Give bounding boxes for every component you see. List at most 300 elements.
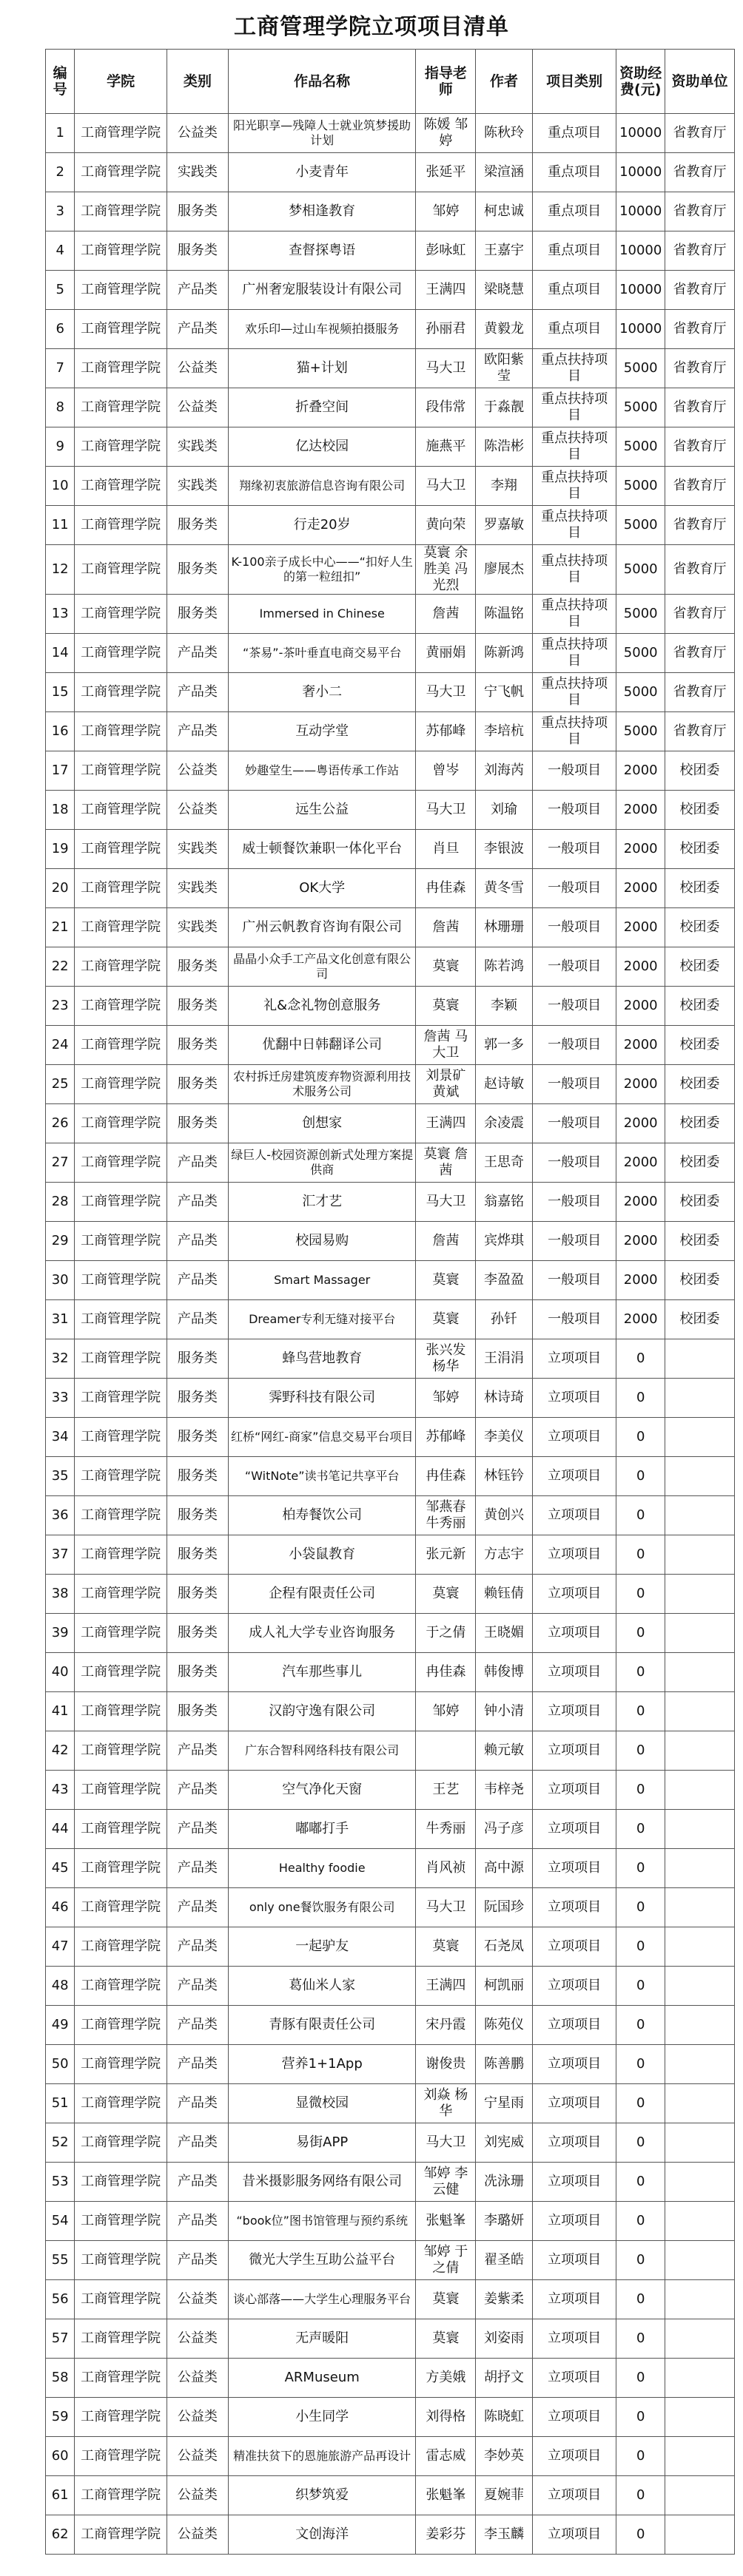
cell-funder: 校团委 [665, 1300, 734, 1339]
table-row [46, 1183, 735, 1222]
cell-funder [665, 1927, 734, 1967]
table-row [46, 545, 735, 595]
table-row [46, 1143, 735, 1183]
cell-category: 服务类 [167, 1535, 228, 1575]
header-advisor: 指导老师 [416, 50, 476, 114]
cell-project-type: 一般项目 [532, 1222, 616, 1261]
table-row [46, 1771, 735, 1810]
cell-funder [665, 2123, 734, 2163]
cell-advisor: 詹茜 [416, 908, 476, 947]
cell-college: 工商管理学院 [75, 1379, 167, 1418]
cell-funder: 校团委 [665, 830, 734, 869]
cell-number: 34 [46, 1418, 75, 1457]
cell-author: 刘姿雨 [476, 2319, 532, 2359]
cell-college: 工商管理学院 [75, 2476, 167, 2515]
cell-work-name: 小麦青年 [228, 153, 416, 192]
cell-project-type: 立项项目 [532, 1771, 616, 1810]
cell-number: 22 [46, 947, 75, 987]
cell-funding: 10000 [616, 231, 665, 271]
cell-author: 王晓媚 [476, 1614, 532, 1653]
cell-college: 工商管理学院 [75, 634, 167, 673]
table-row [46, 2241, 735, 2280]
cell-funder [665, 1849, 734, 1888]
cell-advisor: 彭咏虹 [416, 231, 476, 271]
table-row [46, 192, 735, 231]
cell-funding: 2000 [616, 751, 665, 791]
cell-work-name: 农村拆迁房建筑废弃物资源利用技术服务公司 [228, 1065, 416, 1104]
table-row [46, 2006, 735, 2045]
cell-funder: 校团委 [665, 1065, 734, 1104]
cell-category: 公益类 [167, 2319, 228, 2359]
cell-category: 产品类 [167, 2163, 228, 2202]
cell-college: 工商管理学院 [75, 869, 167, 908]
cell-category: 产品类 [167, 2006, 228, 2045]
cell-number: 32 [46, 1339, 75, 1379]
cell-work-name: 精准扶贫下的恩施旅游产品再设计 [228, 2437, 416, 2476]
cell-advisor: 马大卫 [416, 1888, 476, 1927]
table-row [46, 908, 735, 947]
cell-work-name: ARMuseum [228, 2359, 416, 2398]
cell-work-name: only one餐饮服务有限公司 [228, 1888, 416, 1927]
table-row [46, 467, 735, 506]
cell-author: 李玉麟 [476, 2515, 532, 2555]
cell-number: 45 [46, 1849, 75, 1888]
cell-category: 服务类 [167, 1692, 228, 1731]
cell-number: 19 [46, 830, 75, 869]
cell-number: 4 [46, 231, 75, 271]
cell-author: 林珊珊 [476, 908, 532, 947]
cell-funder [665, 1457, 734, 1496]
cell-funder [665, 2398, 734, 2437]
cell-funding: 0 [616, 2045, 665, 2084]
cell-funding: 0 [616, 1535, 665, 1575]
cell-project-type: 一般项目 [532, 869, 616, 908]
cell-funder: 省教育厅 [665, 545, 734, 595]
cell-funding: 2000 [616, 947, 665, 987]
cell-advisor: 莫寰 [416, 1261, 476, 1300]
cell-funding: 0 [616, 2437, 665, 2476]
cell-college: 工商管理学院 [75, 1967, 167, 2006]
cell-category: 产品类 [167, 1967, 228, 2006]
cell-project-type: 立项项目 [532, 1535, 616, 1575]
table-row [46, 1967, 735, 2006]
cell-category: 产品类 [167, 2241, 228, 2280]
cell-funder [665, 1496, 734, 1535]
table-row [46, 2280, 735, 2319]
cell-work-name: 谈心部落——大学生心理服务平台 [228, 2280, 416, 2319]
cell-college: 工商管理学院 [75, 1026, 167, 1065]
cell-funding: 10000 [616, 271, 665, 310]
cell-funding: 2000 [616, 1261, 665, 1300]
table-row [46, 2084, 735, 2123]
cell-funder: 校团委 [665, 947, 734, 987]
cell-project-type: 一般项目 [532, 830, 616, 869]
cell-work-name: 晶晶小众手工产品文化创意有限公司 [228, 947, 416, 987]
cell-funding: 0 [616, 1888, 665, 1927]
cell-funding: 0 [616, 1496, 665, 1535]
cell-work-name: 广东合智科网络科技有限公司 [228, 1731, 416, 1771]
cell-advisor: 黄向荣 [416, 506, 476, 545]
cell-advisor: 王满四 [416, 1104, 476, 1143]
table-row [46, 1614, 735, 1653]
cell-advisor: 肖风祯 [416, 1849, 476, 1888]
cell-category: 公益类 [167, 349, 228, 388]
cell-work-name: 汇才艺 [228, 1183, 416, 1222]
cell-author: 陈浩彬 [476, 427, 532, 467]
cell-project-type: 立项项目 [532, 1575, 616, 1614]
cell-advisor: 牛秀丽 [416, 1810, 476, 1849]
cell-funding: 0 [616, 1575, 665, 1614]
cell-advisor: 邹婷 [416, 192, 476, 231]
cell-funding: 2000 [616, 1026, 665, 1065]
table-row [46, 1849, 735, 1888]
cell-project-type: 一般项目 [532, 987, 616, 1026]
cell-funder: 校团委 [665, 1143, 734, 1183]
cell-author: 赖钰倩 [476, 1575, 532, 1614]
cell-number: 31 [46, 1300, 75, 1339]
cell-work-name: 汽车那些事儿 [228, 1653, 416, 1692]
cell-work-name: Immersed in Chinese [228, 595, 416, 634]
cell-category: 产品类 [167, 1300, 228, 1339]
cell-project-type: 立项项目 [532, 1339, 616, 1379]
cell-funding: 0 [616, 1614, 665, 1653]
header-project-type: 项目类别 [532, 50, 616, 114]
cell-author: 于淼靓 [476, 388, 532, 427]
cell-category: 公益类 [167, 2515, 228, 2555]
cell-author: 翁嘉铭 [476, 1183, 532, 1222]
cell-number: 25 [46, 1065, 75, 1104]
cell-author: 刘瑜 [476, 791, 532, 830]
cell-author: 高中源 [476, 1849, 532, 1888]
cell-advisor: 宋丹霞 [416, 2006, 476, 2045]
cell-college: 工商管理学院 [75, 1614, 167, 1653]
cell-number: 43 [46, 1771, 75, 1810]
cell-funding: 5000 [616, 467, 665, 506]
cell-author: 李培杭 [476, 712, 532, 751]
cell-project-type: 立项项目 [532, 1692, 616, 1731]
cell-college: 工商管理学院 [75, 1457, 167, 1496]
cell-category: 实践类 [167, 427, 228, 467]
cell-author: 廖展杰 [476, 545, 532, 595]
cell-project-type: 一般项目 [532, 751, 616, 791]
cell-funding: 0 [616, 1927, 665, 1967]
cell-number: 5 [46, 271, 75, 310]
cell-project-type: 重点项目 [532, 271, 616, 310]
cell-advisor: 张兴发 杨华 [416, 1339, 476, 1379]
cell-category: 公益类 [167, 2437, 228, 2476]
cell-funder: 省教育厅 [665, 673, 734, 712]
cell-funder [665, 1535, 734, 1575]
cell-author: 宁星雨 [476, 2084, 532, 2123]
cell-college: 工商管理学院 [75, 987, 167, 1026]
cell-category: 公益类 [167, 388, 228, 427]
cell-project-type: 立项项目 [532, 1418, 616, 1457]
table-row [46, 1339, 735, 1379]
header-author: 作者 [476, 50, 532, 114]
cell-funder [665, 1575, 734, 1614]
cell-category: 产品类 [167, 1888, 228, 1927]
cell-author: 冯子彦 [476, 1810, 532, 1849]
cell-advisor: 姜彩芬 [416, 2515, 476, 2555]
cell-number: 7 [46, 349, 75, 388]
table-row [46, 1457, 735, 1496]
cell-college: 工商管理学院 [75, 2515, 167, 2555]
table-row [46, 1575, 735, 1614]
cell-author: 欧阳紫莹 [476, 349, 532, 388]
cell-project-type: 立项项目 [532, 2163, 616, 2202]
table-row [46, 1300, 735, 1339]
cell-work-name: 易街APP [228, 2123, 416, 2163]
cell-funder: 省教育厅 [665, 634, 734, 673]
table-row [46, 506, 735, 545]
cell-author: 翟圣皓 [476, 2241, 532, 2280]
cell-advisor: 冉佳森 [416, 1457, 476, 1496]
cell-funder: 省教育厅 [665, 231, 734, 271]
cell-work-name: OK大学 [228, 869, 416, 908]
cell-number: 21 [46, 908, 75, 947]
table-row [46, 791, 735, 830]
cell-funding: 5000 [616, 545, 665, 595]
cell-funder [665, 1418, 734, 1457]
cell-funding: 0 [616, 1967, 665, 2006]
cell-funding: 0 [616, 1379, 665, 1418]
cell-college: 工商管理学院 [75, 310, 167, 349]
cell-college: 工商管理学院 [75, 1261, 167, 1300]
cell-funding: 0 [616, 1457, 665, 1496]
cell-funding: 5000 [616, 427, 665, 467]
cell-funder [665, 2202, 734, 2241]
cell-work-name: “book位”图书馆管理与预约系统 [228, 2202, 416, 2241]
cell-advisor: 莫寰 [416, 1575, 476, 1614]
cell-category: 服务类 [167, 1065, 228, 1104]
cell-funding: 2000 [616, 1104, 665, 1143]
cell-funding: 0 [616, 2359, 665, 2398]
cell-author: 黄冬雪 [476, 869, 532, 908]
cell-advisor: 苏郁峰 [416, 1418, 476, 1457]
cell-author: 李妙英 [476, 2437, 532, 2476]
cell-author: 刘海芮 [476, 751, 532, 791]
cell-advisor: 莫寰 [416, 947, 476, 987]
cell-number: 6 [46, 310, 75, 349]
cell-number: 62 [46, 2515, 75, 2555]
cell-project-type: 立项项目 [532, 1967, 616, 2006]
cell-college: 工商管理学院 [75, 1065, 167, 1104]
cell-funding: 0 [616, 2398, 665, 2437]
cell-author: 梁晓慧 [476, 271, 532, 310]
cell-category: 服务类 [167, 1104, 228, 1143]
cell-advisor: 施燕平 [416, 427, 476, 467]
cell-work-name: 猫+计划 [228, 349, 416, 388]
table-row [46, 1888, 735, 1927]
cell-advisor: 张元新 [416, 1535, 476, 1575]
cell-category: 服务类 [167, 595, 228, 634]
cell-project-type: 一般项目 [532, 1183, 616, 1222]
cell-college: 工商管理学院 [75, 1771, 167, 1810]
cell-advisor: 莫寰 余胜美 冯光烈 [416, 545, 476, 595]
cell-category: 产品类 [167, 1849, 228, 1888]
cell-project-type: 立项项目 [532, 1653, 616, 1692]
cell-advisor: 黄丽娟 [416, 634, 476, 673]
cell-category: 服务类 [167, 1614, 228, 1653]
cell-project-type: 重点扶持项目 [532, 673, 616, 712]
cell-project-type: 重点扶持项目 [532, 545, 616, 595]
cell-category: 公益类 [167, 2359, 228, 2398]
cell-funder: 省教育厅 [665, 712, 734, 751]
cell-funder [665, 1379, 734, 1418]
cell-funder [665, 2084, 734, 2123]
cell-advisor: 邹婷 于之倩 [416, 2241, 476, 2280]
cell-advisor: 马大卫 [416, 349, 476, 388]
cell-author: 李银波 [476, 830, 532, 869]
cell-advisor: 雷志威 [416, 2437, 476, 2476]
cell-college: 工商管理学院 [75, 2319, 167, 2359]
cell-funding: 2000 [616, 1065, 665, 1104]
cell-college: 工商管理学院 [75, 192, 167, 231]
cell-category: 服务类 [167, 1457, 228, 1496]
cell-project-type: 立项项目 [532, 1927, 616, 1967]
cell-category: 服务类 [167, 1339, 228, 1379]
cell-category: 产品类 [167, 1183, 228, 1222]
cell-category: 公益类 [167, 2398, 228, 2437]
cell-category: 产品类 [167, 2123, 228, 2163]
table-row [46, 1653, 735, 1692]
cell-college: 工商管理学院 [75, 2163, 167, 2202]
cell-project-type: 立项项目 [532, 2398, 616, 2437]
cell-funding: 2000 [616, 791, 665, 830]
table-row [46, 1379, 735, 1418]
cell-category: 实践类 [167, 467, 228, 506]
cell-category: 服务类 [167, 545, 228, 595]
cell-number: 47 [46, 1927, 75, 1967]
cell-advisor: 莫寰 [416, 1927, 476, 1967]
cell-work-name: 红桥“网红-商家”信息交易平台项目 [228, 1418, 416, 1457]
cell-college: 工商管理学院 [75, 2006, 167, 2045]
cell-number: 17 [46, 751, 75, 791]
cell-college: 工商管理学院 [75, 1496, 167, 1535]
cell-number: 38 [46, 1575, 75, 1614]
cell-category: 服务类 [167, 231, 228, 271]
cell-project-type: 立项项目 [532, 2084, 616, 2123]
table-row [46, 595, 735, 634]
cell-work-name: 企程有限责任公司 [228, 1575, 416, 1614]
cell-category: 公益类 [167, 114, 228, 153]
cell-funding: 0 [616, 1849, 665, 1888]
cell-college: 工商管理学院 [75, 2123, 167, 2163]
cell-funding: 10000 [616, 153, 665, 192]
cell-category: 服务类 [167, 506, 228, 545]
cell-number: 53 [46, 2163, 75, 2202]
cell-advisor: 于之倩 [416, 1614, 476, 1653]
cell-number: 58 [46, 2359, 75, 2398]
table-row [46, 349, 735, 388]
cell-number: 30 [46, 1261, 75, 1300]
table-row [46, 1261, 735, 1300]
table-row [46, 1104, 735, 1143]
cell-work-name: 优翻中日韩翻译公司 [228, 1026, 416, 1065]
cell-work-name: 嘟嘟打手 [228, 1810, 416, 1849]
table-row [46, 634, 735, 673]
cell-college: 工商管理学院 [75, 2280, 167, 2319]
cell-work-name: Healthy foodie [228, 1849, 416, 1888]
cell-advisor: 莫寰 [416, 1300, 476, 1339]
cell-funding: 0 [616, 2202, 665, 2241]
cell-author: 陈晓虹 [476, 2398, 532, 2437]
cell-advisor: 莫寰 詹茜 [416, 1143, 476, 1183]
cell-work-name: 妙趣堂生——粤语传承工作站 [228, 751, 416, 791]
table-row [46, 947, 735, 987]
cell-advisor: 邹燕春 牛秀丽 [416, 1496, 476, 1535]
cell-college: 工商管理学院 [75, 712, 167, 751]
cell-number: 59 [46, 2398, 75, 2437]
cell-advisor: 刘景矿 黄斌 [416, 1065, 476, 1104]
table-row [46, 2398, 735, 2437]
cell-author: 阮国珍 [476, 1888, 532, 1927]
cell-funding: 2000 [616, 869, 665, 908]
cell-funder [665, 1692, 734, 1731]
cell-funder [665, 2280, 734, 2319]
cell-funder: 校团委 [665, 1261, 734, 1300]
cell-work-name: 广州奢宠服装设计有限公司 [228, 271, 416, 310]
cell-funding: 5000 [616, 349, 665, 388]
cell-author: 韦梓尧 [476, 1771, 532, 1810]
cell-number: 27 [46, 1143, 75, 1183]
cell-project-type: 立项项目 [532, 2515, 616, 2555]
cell-number: 35 [46, 1457, 75, 1496]
cell-author: 郭一多 [476, 1026, 532, 1065]
cell-project-type: 重点扶持项目 [532, 595, 616, 634]
cell-category: 实践类 [167, 830, 228, 869]
cell-college: 工商管理学院 [75, 427, 167, 467]
cell-college: 工商管理学院 [75, 1575, 167, 1614]
cell-funder [665, 2006, 734, 2045]
cell-funding: 2000 [616, 830, 665, 869]
cell-project-type: 立项项目 [532, 2045, 616, 2084]
cell-advisor: 刘焱 杨华 [416, 2084, 476, 2123]
cell-advisor [416, 1731, 476, 1771]
header-number: 编号 [46, 50, 75, 114]
cell-work-name: 翔缘初衷旅游信息咨询有限公司 [228, 467, 416, 506]
cell-funder [665, 2241, 734, 2280]
table-row [46, 2045, 735, 2084]
cell-work-name: 霁野科技有限公司 [228, 1379, 416, 1418]
cell-funding: 2000 [616, 1183, 665, 1222]
cell-funder [665, 2515, 734, 2555]
cell-author: 陈若鸿 [476, 947, 532, 987]
cell-author: 李盈盈 [476, 1261, 532, 1300]
cell-funder: 校团委 [665, 751, 734, 791]
cell-funder: 校团委 [665, 1222, 734, 1261]
cell-number: 16 [46, 712, 75, 751]
cell-category: 实践类 [167, 153, 228, 192]
cell-project-type: 一般项目 [532, 1026, 616, 1065]
cell-author: 赵诗敏 [476, 1065, 532, 1104]
cell-college: 工商管理学院 [75, 673, 167, 712]
cell-project-type: 一般项目 [532, 1104, 616, 1143]
cell-number: 61 [46, 2476, 75, 2515]
cell-project-type: 立项项目 [532, 2437, 616, 2476]
cell-college: 工商管理学院 [75, 1183, 167, 1222]
cell-category: 产品类 [167, 2202, 228, 2241]
cell-number: 42 [46, 1731, 75, 1771]
cell-number: 55 [46, 2241, 75, 2280]
cell-author: 姜紫柔 [476, 2280, 532, 2319]
cell-college: 工商管理学院 [75, 388, 167, 427]
table-row [46, 1418, 735, 1457]
cell-number: 51 [46, 2084, 75, 2123]
cell-work-name: 青豚有限责任公司 [228, 2006, 416, 2045]
cell-number: 23 [46, 987, 75, 1026]
cell-number: 44 [46, 1810, 75, 1849]
